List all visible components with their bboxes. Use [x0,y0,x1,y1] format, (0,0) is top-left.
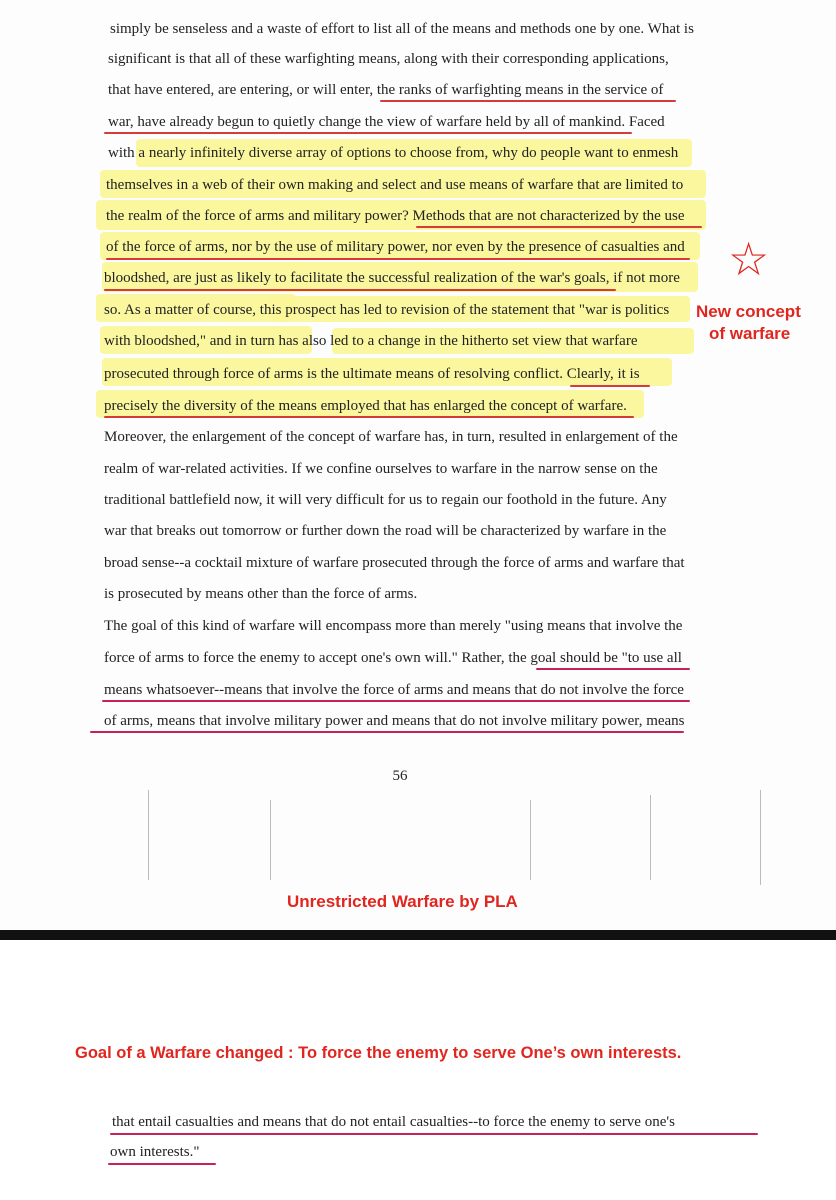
pen-underline [102,700,690,702]
pen-underline [416,226,702,228]
scan-artifact [530,800,531,880]
document-line: with bloodshed," and in turn has also led to a change in the hitherto set view that warfare [104,333,638,349]
pen-underline [106,258,690,260]
document-line: with a nearly infinitely diverse array of options to choose from, why do people want to enmesh [108,145,679,161]
document-line: so. As a matter of course, this prospect has led to revision of the statement that "war is politics [104,302,670,318]
document-line: is prosecuted by means other than the force of arms. [104,586,418,602]
pen-underline [104,289,616,291]
document-line: own interests." [110,1144,200,1160]
pen-underline [110,1133,758,1135]
document-line: war that breaks out tomorrow or further down the road will be characterized by warfare in the [104,523,667,539]
image-divider [0,930,836,940]
pen-underline [104,416,634,418]
scanned-page-bottom [0,940,836,1200]
scan-artifact [148,790,149,880]
document-line: Moreover, the enlargement of the concept of warfare has, in turn, resulted in enlargement of the [104,429,678,445]
document-line: of arms, means that involve military power and means that do not involve military power, means [104,713,685,729]
document-line: themselves in a web of their own making and select and use means of warfare that are limited to [106,177,684,193]
document-line: the realm of the force of arms and military power? Methods that are not characterized by the use [106,208,685,224]
document-line: The goal of this kind of warfare will encompass more than merely "using means that involve the [104,618,683,634]
scan-artifact [270,800,271,880]
document-line: simply be senseless and a waste of effort to list all of the means and methods one by one. What is [110,21,694,37]
document-line: means whatsoever--means that involve the force of arms and means that do not involve the force [104,682,684,698]
document-line: traditional battlefield now, it will very difficult for us to regain our foothold in the future. Any [104,492,667,508]
document-line: force of arms to force the enemy to accept one's own will." Rather, the goal should be "to use all [104,650,682,666]
document-line: broad sense--a cocktail mixture of warfare prosecuted through the force of arms and warfare that [104,555,685,571]
document-line: war, have already begun to quietly change the view of warfare held by all of mankind. Faced [108,114,665,130]
document-line: bloodshed, are just as likely to facilitate the successful realization of the war's goals, if not more [104,270,680,286]
source-caption: Unrestricted Warfare by PLA [287,892,518,911]
pen-underline [104,132,632,134]
pen-underline [108,1163,216,1165]
pen-underline [570,385,650,387]
side-note-line: of warfare [709,324,791,343]
pen-underline [90,731,684,733]
goal-caption: Goal of a Warfare changed : To force the enemy to serve One’s own interests. [75,1044,682,1062]
scan-artifact [760,790,761,885]
document-line: significant is that all of these warfighting means, along with their corresponding applications, [108,51,669,67]
page-number: 56 [392,768,408,784]
pen-underline [380,100,676,102]
document-line: precisely the diversity of the means employed that has enlarged the concept of warfare. [104,398,627,414]
document-line: of the force of arms, nor by the use of military power, nor even by the presence of casualties and [106,239,685,255]
side-note-line: New concept [696,302,801,321]
document-line: realm of war-related activities. If we confine ourselves to warfare in the narrow sense on the [104,461,658,477]
star-icon: ☆ [728,232,770,286]
scan-artifact [650,795,651,880]
document-line: prosecuted through force of arms is the ultimate means of resolving conflict. Clearly, it is [104,366,640,382]
pen-underline [536,668,690,670]
document-line: that entail casualties and means that do not entail casualties--to force the enemy to serve one's [112,1114,675,1130]
document-line: that have entered, are entering, or will enter, the ranks of warfighting means in the service of [108,82,664,98]
